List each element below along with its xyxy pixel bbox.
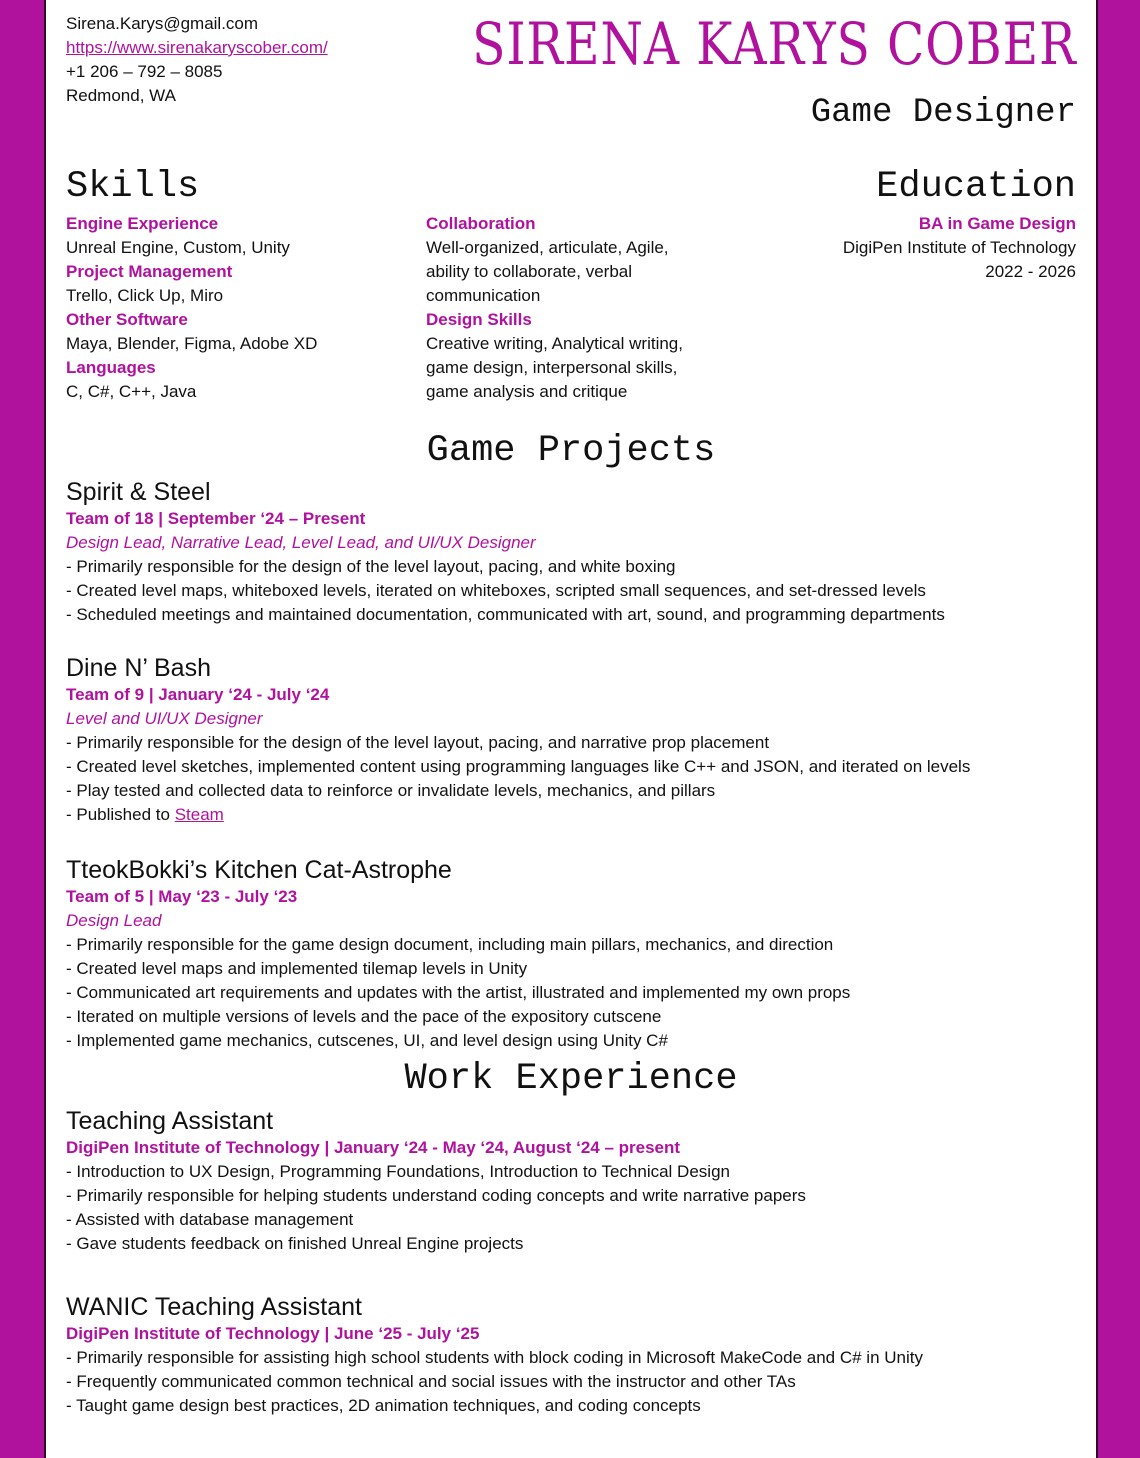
work-entry — [66, 1292, 923, 1418]
contact-block — [66, 12, 328, 108]
location-text: Redmond, WA — [66, 86, 176, 105]
work-entry — [66, 1106, 806, 1256]
projects-heading: Game Projects — [426, 430, 716, 472]
work-bullet: - Taught game design best practices, 2D animation techniques, and coding concepts — [66, 1396, 701, 1415]
website-link[interactable]: https://www.sirenakaryscober.com/ — [66, 38, 328, 57]
project-bullet: - Primarily responsible for the design of the level layout, pacing, and white boxing — [66, 557, 676, 576]
skill-value: Trello, Click Up, Miro — [66, 286, 224, 305]
work-bullet: - Assisted with database management — [66, 1210, 354, 1229]
project-bullet: - Communicated art requirements and updates with the artist, illustrated and implemented my own props — [66, 983, 851, 1002]
skill-line: game design, interpersonal skills, — [426, 358, 678, 377]
project-bullet: - Play tested and collected data to reinforce or invalidate levels, mechanics, and pillars — [66, 781, 716, 800]
skill-label: Project Management — [66, 262, 233, 281]
candidate-name: SIRENA KARYS COBER — [471, 10, 1076, 78]
work-meta: DigiPen Institute of Technology | June ‘25 - July ‘25 — [66, 1324, 480, 1343]
skill-value: Unreal Engine, Custom, Unity — [66, 238, 290, 257]
skill-label: Engine Experience — [66, 214, 219, 233]
skill-label: Design Skills — [426, 310, 532, 329]
work-heading: Work Experience — [404, 1058, 738, 1100]
steam-link[interactable]: Steam — [174, 805, 224, 824]
work-bullet: - Primarily responsible for helping students understand coding concepts and write narrative papers — [66, 1186, 806, 1205]
skill-line: communication — [426, 286, 541, 305]
project-meta: Team of 18 | September ‘24 – Present — [66, 509, 366, 528]
skill-line: Well-organized, articulate, Agile, — [426, 238, 669, 257]
degree-text: BA in Game Design — [918, 214, 1076, 233]
skill-label: Collaboration — [426, 214, 536, 233]
resume-page — [44, 0, 1098, 1458]
work-bullet: - Primarily responsible for assisting high school students with block coding in Microsoft MakeCode and C# in Unity — [66, 1348, 923, 1367]
skill-line: game analysis and critique — [426, 382, 628, 401]
project-role: Design Lead — [66, 911, 162, 930]
project-role: Design Lead, Narrative Lead, Level Lead, and UI/UX Designer — [66, 533, 536, 552]
project-entry — [66, 855, 850, 1053]
education-heading: Education — [876, 166, 1076, 208]
skills-right-column — [426, 212, 746, 404]
skill-label: Other Software — [66, 310, 188, 329]
project-title: Spirit & Steel — [66, 478, 211, 506]
project-meta: Team of 9 | January ‘24 - July ‘24 — [66, 685, 330, 704]
work-bullet: - Introduction to UX Design, Programming Foundations, Introduction to Technical Design — [66, 1162, 730, 1181]
skill-label: Languages — [66, 358, 156, 377]
skill-value: C, C#, C++, Java — [66, 382, 197, 401]
work-title: WANIC Teaching Assistant — [66, 1293, 362, 1321]
email-text: Sirena.Karys@gmail.com — [66, 14, 259, 33]
project-title: Dine N’ Bash — [66, 654, 211, 682]
skills-heading: Skills — [66, 166, 200, 208]
skill-line: ability to collaborate, verbal — [426, 262, 633, 281]
work-meta: DigiPen Institute of Technology | January ‘24 - May ‘24, August ‘24 – present — [66, 1138, 681, 1157]
project-bullet: - Primarily responsible for the design of the level layout, pacing, and narrative prop placement — [66, 733, 770, 752]
skills-left-column — [66, 212, 406, 404]
project-bullet — [66, 803, 970, 827]
project-bullet: - Created level sketches, implemented content using programming languages like C++ and JSON, and iterated on levels — [66, 757, 971, 776]
work-bullet: - Frequently communicated common technical and social issues with the instructor and other TAs — [66, 1372, 796, 1391]
project-entry — [66, 653, 970, 827]
education-block — [776, 212, 1076, 284]
years-text: 2022 - 2026 — [985, 262, 1076, 281]
project-bullet: - Iterated on multiple versions of levels and the pace of the expository cutscene — [66, 1007, 662, 1026]
project-entry — [66, 477, 945, 627]
project-title: TteokBokki’s Kitchen Cat-Astrophe — [66, 856, 452, 884]
project-bullet: - Primarily responsible for the game design document, including main pillars, mechanics, and direction — [66, 935, 834, 954]
school-text: DigiPen Institute of Technology — [842, 238, 1076, 257]
published-prefix: - Published to — [66, 805, 175, 824]
project-meta: Team of 5 | May ‘23 - July ‘23 — [66, 887, 298, 906]
skill-value: Maya, Blender, Figma, Adobe XD — [66, 334, 318, 353]
candidate-title: Game Designer — [810, 94, 1076, 132]
project-bullet: - Scheduled meetings and maintained documentation, communicated with art, sound, and programming departments — [66, 605, 945, 624]
skill-line: Creative writing, Analytical writing, — [426, 334, 683, 353]
project-role: Level and UI/UX Designer — [66, 709, 263, 728]
phone-text: +1 206 – 792 – 8085 — [66, 62, 223, 81]
project-bullet: - Created level maps, whiteboxed levels, iterated on whiteboxes, scripted small sequences, and set-dressed levels — [66, 581, 926, 600]
work-bullet: - Gave students feedback on finished Unreal Engine projects — [66, 1234, 524, 1253]
project-bullet: - Implemented game mechanics, cutscenes, UI, and level design using Unity C# — [66, 1031, 668, 1050]
work-title: Teaching Assistant — [66, 1107, 274, 1135]
project-bullet: - Created level maps and implemented tilemap levels in Unity — [66, 959, 528, 978]
